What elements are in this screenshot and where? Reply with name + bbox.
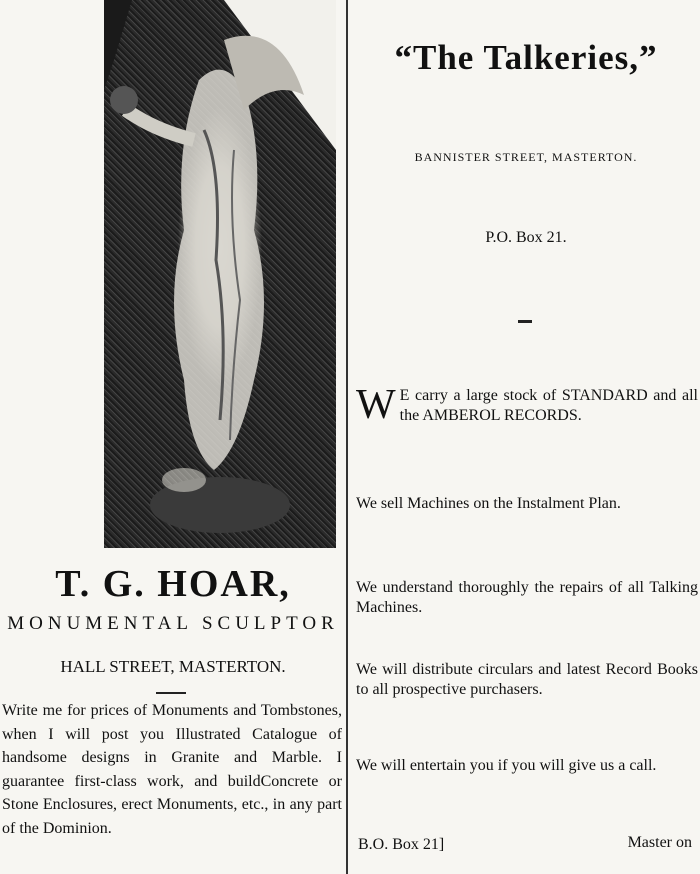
- stock-text: E carry a large stock of STANDARD and all the AMBEROL RECORDS.: [399, 387, 698, 424]
- footer-signature: Master on: [627, 834, 692, 851]
- talkeries-advertisement: [352, 0, 700, 874]
- instalment-paragraph: We sell Machines on the Instalment Plan.: [356, 495, 621, 512]
- sculptor-body-text: Write me for prices of Monuments and Tombstones, when I will post you Illustrated Catalogue of handsome designs in Granite and Marble. I guarantee first-class work, and buildConcrete or Stone Enclosures, erect Monuments, etc., in any part of the Dominion.: [2, 702, 342, 837]
- drop-cap: W: [356, 382, 396, 428]
- talkeries-title: “The Talkeries,”: [394, 38, 658, 77]
- angel-figure-illustration: [104, 0, 336, 548]
- entertain-paragraph: We will entertain you if you will give us a call.: [356, 757, 657, 774]
- sculptor-name: T. G. HOAR,: [55, 563, 291, 605]
- angel-monument-engraving: [104, 0, 336, 548]
- footer-box: B.O. Box 21]: [358, 836, 445, 853]
- po-box: P.O. Box 21.: [485, 229, 567, 246]
- hoar-advertisement: [0, 0, 346, 874]
- short-rule: [156, 692, 186, 694]
- sculptor-title: MONUMENTAL SCULPTOR: [7, 613, 339, 634]
- column-divider: [346, 0, 348, 874]
- stock-paragraph: [356, 382, 698, 428]
- short-dash: [518, 320, 532, 323]
- sculptor-address: HALL STREET, MASTERTON.: [60, 657, 286, 676]
- talkeries-address: BANNISTER STREET, MASTERTON.: [414, 150, 638, 164]
- circulars-paragraph: We will distribute circulars and latest Record Books to all prospective purchasers.: [356, 661, 698, 698]
- repairs-paragraph: We understand thoroughly the repairs of all Talking Machines.: [356, 579, 698, 616]
